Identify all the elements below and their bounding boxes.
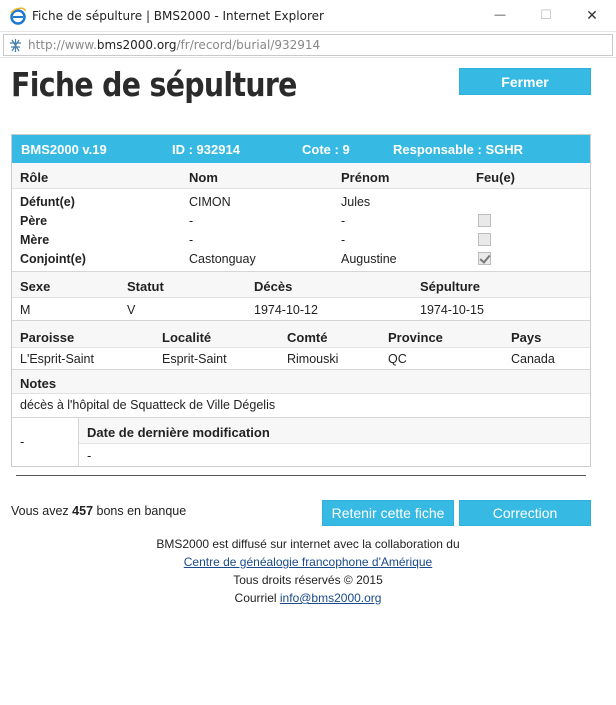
col-prenom: Prénom	[341, 170, 390, 185]
place-comte: Rimouski	[287, 352, 339, 366]
col-role: Rôle	[20, 170, 49, 185]
modification-left-cell	[12, 418, 79, 466]
col-province: Province	[388, 330, 443, 345]
bank-prefix: Vous avez	[11, 504, 69, 518]
record-card	[11, 134, 591, 467]
col-sepulture: Sépulture	[420, 279, 480, 294]
persons-section	[12, 163, 590, 271]
footer-mail-line	[0, 591, 616, 605]
place-localite: Esprit-Saint	[162, 352, 227, 366]
col-feu: Feu(e)	[476, 170, 515, 185]
bank-suffix: bons en banque	[96, 504, 187, 518]
notes-text: décès à l'hôpital de Squatteck de Ville Dégelis	[20, 398, 276, 412]
event-sexe: M	[20, 303, 31, 317]
internet-explorer-icon	[9, 7, 27, 25]
event-row	[12, 298, 590, 320]
person-role: Mère	[20, 233, 50, 247]
col-comte: Comté	[287, 330, 328, 345]
notes-header	[12, 370, 590, 394]
col-statut: Statut	[127, 279, 164, 294]
person-row	[12, 211, 590, 230]
person-prenom: -	[341, 214, 346, 228]
persons-header	[12, 163, 590, 189]
modification-value: -	[87, 448, 92, 463]
record-responsable: Responsable : SGHR	[393, 142, 524, 157]
keep-record-button[interactable]: Retenir cette fiche	[322, 500, 454, 526]
person-role: Défunt(e)	[20, 195, 75, 209]
col-localite: Localité	[162, 330, 212, 345]
place-section	[12, 320, 590, 369]
col-sexe: Sexe	[20, 279, 51, 294]
person-prenom: Augustine	[341, 252, 397, 266]
person-role: Conjoint(e)	[20, 252, 86, 266]
maximize-button[interactable]	[523, 0, 569, 30]
person-nom: CIMON	[189, 195, 231, 209]
modification-label: Date de dernière modification	[87, 425, 270, 440]
notes-section	[12, 369, 590, 417]
person-prenom: Jules	[341, 195, 371, 209]
feu-checkbox-checked	[478, 252, 491, 265]
person-nom: -	[189, 214, 194, 228]
close-icon: ✕	[586, 6, 598, 23]
modification-section	[12, 417, 590, 466]
footer-line1: BMS2000 est diffusé sur internet avec la collaboration du	[156, 537, 460, 551]
event-header	[12, 272, 590, 298]
feu-checkbox	[478, 214, 491, 227]
col-deces: Décès	[254, 279, 293, 294]
person-nom: -	[189, 233, 194, 247]
mail-label: Courriel	[234, 591, 277, 605]
event-deces: 1974-10-12	[254, 303, 318, 317]
site-favicon-icon	[8, 38, 23, 53]
person-prenom: -	[341, 233, 346, 247]
record-id: ID : 932914	[172, 142, 240, 157]
col-paroisse: Paroisse	[20, 330, 75, 345]
footer-link-line	[0, 555, 616, 569]
close-button[interactable]: Fermer	[459, 68, 591, 95]
version-label: BMS2000 v.19	[21, 142, 107, 157]
url-text: http://www.bms2000.org/fr/record/burial/932914	[28, 38, 321, 52]
event-sepulture: 1974-10-15	[420, 303, 484, 317]
col-nom: Nom	[189, 170, 218, 185]
window-titlebar	[0, 0, 616, 32]
page-content	[0, 59, 616, 705]
address-bar	[0, 32, 616, 58]
page-title: Fiche de sépulture	[11, 65, 297, 104]
place-pays: Canada	[511, 352, 555, 366]
record-banner	[12, 135, 590, 163]
person-row	[12, 249, 590, 268]
place-row	[12, 348, 590, 369]
modification-left-value: -	[20, 434, 25, 449]
minimize-icon: —	[494, 9, 506, 21]
url-field[interactable]	[3, 34, 613, 56]
person-row	[12, 192, 590, 211]
bank-balance	[11, 504, 186, 518]
event-statut: V	[127, 303, 136, 317]
notes-label: Notes	[20, 376, 57, 391]
footer-rights: Tous droits réservés © 2015	[233, 573, 383, 587]
maximize-icon: ☐	[540, 7, 552, 22]
notes-body	[12, 394, 590, 417]
feu-checkbox	[478, 233, 491, 246]
bank-count: 457	[72, 504, 94, 518]
modification-header	[79, 418, 590, 444]
divider	[16, 475, 586, 476]
person-row	[12, 230, 590, 249]
person-role: Père	[20, 214, 48, 228]
record-cote: Cote : 9	[302, 142, 350, 157]
mail-link[interactable]: info@bms2000.org	[279, 591, 382, 605]
window-title: Fiche de sépulture | BMS2000 - Internet Explorer	[32, 9, 324, 23]
event-section	[12, 271, 590, 320]
place-paroisse: L'Esprit-Saint	[20, 352, 94, 366]
place-header	[12, 321, 590, 348]
close-window-button[interactable]	[569, 0, 615, 30]
cgfa-link[interactable]: Centre de généalogie francophone d'Amérique	[183, 555, 433, 569]
minimize-button[interactable]	[477, 0, 523, 30]
person-nom: Castonguay	[189, 252, 256, 266]
correction-button[interactable]: Correction	[459, 500, 591, 526]
col-pays: Pays	[511, 330, 542, 345]
place-province: QC	[388, 352, 407, 366]
